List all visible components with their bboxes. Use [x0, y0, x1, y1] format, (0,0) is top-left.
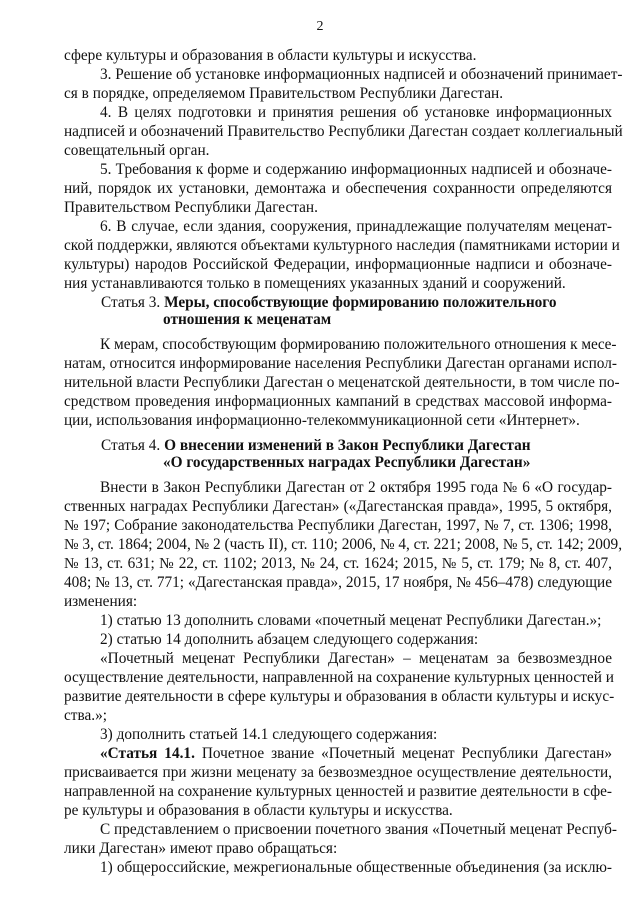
text-line: ства.»; [64, 707, 108, 724]
text-line: № 13, ст. 631; № 22, ст. 1102; 2013, № 24, ст. 1624; 2015, № 5, ст. 179; № 8, ст. 407, [64, 555, 612, 572]
text-line: ции, использования информационно-телекоммуникационной сети «Интернет». [64, 412, 580, 429]
text-line: 6. В случае, если здания, сооружения, принадлежащие получателям меценат- [100, 218, 612, 235]
text-line: развитие деятельности в сфере культуры и образования в области культуры и искус- [64, 688, 615, 705]
text-line: «Почетный меценат Республики Дагестан» – меценатам за безвозмездное [100, 650, 612, 667]
text-line: лики Дагестан» имеют право обращаться: [64, 840, 338, 857]
text-line: 2) статью 14 дополнить абзацем следующего содержания: [100, 631, 479, 648]
text-line: ственных наградах Республики Дагестан» («Дагестанская правда», 1995, 5 октября, [64, 498, 612, 515]
article-3-prefix: Статья 3. [101, 294, 161, 311]
article-4-title: О внесении изменений в Закон Республики Дагестан [164, 437, 531, 454]
text-line: ской поддержки, являются объектами культурного наследия (памятниками истории и [64, 237, 620, 254]
page-number: 2 [316, 19, 324, 34]
text-line: культуры) народов Российской Федерации, информационные надписи и обозначе- [64, 256, 612, 273]
text-line: надписей и обозначений Правительство Республики Дагестан создает коллегиальный [64, 123, 623, 140]
text-line: № 3, ст. 1864; 2004, № 2 (часть II), ст. 110; 2006, № 4, ст. 221; 2008, № 5, ст. 142; 2009, [64, 536, 623, 553]
text-line: 3. Решение об установке информационных надписей и обозначений принимает- [100, 66, 623, 83]
text-line: направленной на сохранение культурных ценностей и развитие деятельности в сфе- [64, 783, 612, 800]
text-line: осуществление деятельности, направленной на сохранение культурных ценностей и [64, 669, 614, 686]
text-line: Внести в Закон Республики Дагестан от 2 октября 1995 года № 6 «О государ- [100, 479, 612, 496]
text-line: Правительством Республики Дагестан. [64, 199, 318, 216]
text-line: 5. Требования к форме и содержанию информационных надписей и обозначе- [100, 161, 612, 178]
text-line: натам, относится информирование населения Республики Дагестан органами испол- [64, 355, 617, 372]
article-14-1-line: «Статья 14.1. Почетное звание «Почетный меценат Республики Дагестан» [100, 745, 612, 762]
text-line: совещательный орган. [64, 142, 210, 159]
text-line: 3) дополнить статьей 14.1 следующего содержания: [100, 726, 438, 743]
text-line: ния устанавливаются только в помещениях указанных зданий и сооружений. [64, 275, 566, 292]
text-line: сфере культуры и образования в области культуры и искусства. [64, 47, 477, 64]
text-line: ний, порядок их установки, демонтажа и обеспечения сохранности определяются [64, 180, 612, 197]
text-line: изменения: [64, 593, 138, 610]
article-4-prefix: Статья 4. [101, 437, 161, 454]
text-line: 1) статью 13 дополнить словами «почетный меценат Республики Дагестан.»; [100, 612, 602, 629]
text-line: 1) общероссийские, межрегиональные общественные объединения (за исклю- [100, 859, 612, 876]
text-line: присваивается при жизни меценату за безвозмездное осуществление деятельности, [64, 764, 612, 781]
text-line: ся в порядке, определяемом Правительством Республики Дагестан. [64, 85, 504, 102]
text-line: 4. В целях подготовки и принятия решения об установке информационных [100, 104, 612, 121]
text-line: К мерам, способствующим формированию положительного отношения к мece- [100, 336, 617, 353]
article-4-heading [101, 437, 531, 455]
text-line: 408; № 13, ст. 771; «Дагестанская правда», 2015, 17 ноября, № 456–478) следующие [64, 574, 612, 591]
text-line: ре культуры и образования в области культуры и искусства. [64, 802, 453, 819]
article-3-title: Меры, способствующие формированию положительного [164, 294, 557, 311]
text-line: нительной власти Республики Дагестан о меценатской деятельности, в том числе по- [64, 374, 620, 391]
text-line: С представлением о присвоении почетного звания «Почетный меценат Респуб- [100, 821, 617, 838]
article-14-1-label: «Статья 14.1. [100, 745, 195, 762]
article-4-title-cont: «О государственных наградах Республики Дагестан» [163, 454, 531, 471]
text-line: № 197; Собрание законодательства Республики Дагестан, 1997, № 7, ст. 1306; 1998, [64, 517, 612, 534]
text-line: средством проведения информационных кампаний в средствах массовой информа- [64, 393, 612, 410]
article-3-title-cont: отношения к меценатам [163, 311, 332, 328]
article-3-heading [101, 294, 557, 312]
